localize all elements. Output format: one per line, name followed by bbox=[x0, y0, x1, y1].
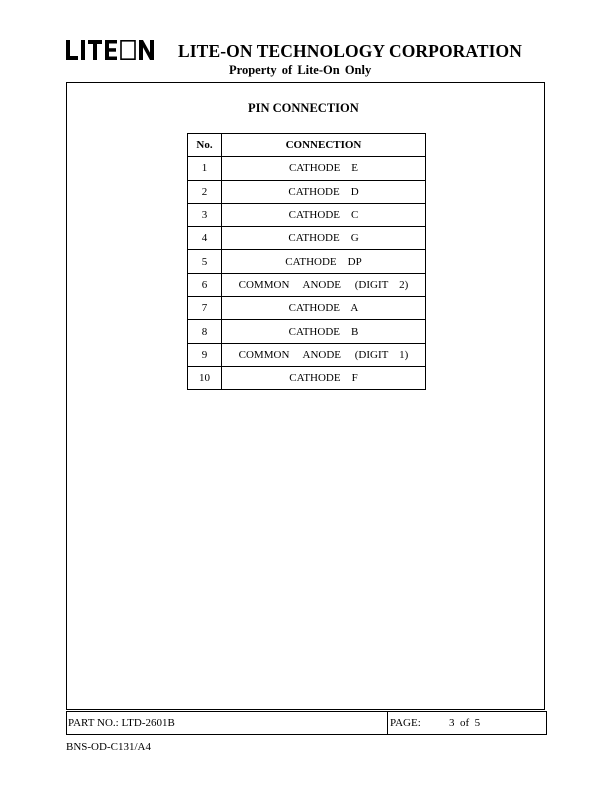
table-row bbox=[188, 203, 426, 226]
part-number: PART NO.: LTD-2601B bbox=[68, 717, 175, 729]
pin-number: 5 bbox=[188, 250, 222, 273]
pin-connection: CATHODE E bbox=[222, 157, 426, 180]
pin-connection: COMMON ANODE (DIGIT 2) bbox=[222, 273, 426, 296]
pin-number: 2 bbox=[188, 180, 222, 203]
section-title: PIN CONNECTION bbox=[248, 101, 359, 115]
pin-number: 4 bbox=[188, 227, 222, 250]
pin-number: 8 bbox=[188, 320, 222, 343]
table-header-row bbox=[188, 134, 426, 157]
table-row bbox=[188, 227, 426, 250]
column-header-no: No. bbox=[188, 134, 222, 157]
pin-connection: CATHODE A bbox=[222, 297, 426, 320]
page-number: 3 of 5 bbox=[449, 717, 481, 729]
property-notice: Property of Lite-On Only bbox=[229, 63, 372, 77]
pin-connection: CATHODE F bbox=[222, 366, 426, 389]
table-row bbox=[188, 250, 426, 273]
pin-number: 9 bbox=[188, 343, 222, 366]
table-row bbox=[188, 366, 426, 389]
liteon-logo bbox=[66, 40, 158, 60]
table-row bbox=[188, 180, 426, 203]
document-number: BNS-OD-C131/A4 bbox=[66, 741, 151, 753]
pin-connection-table bbox=[187, 133, 426, 390]
pin-connection: CATHODE G bbox=[222, 227, 426, 250]
table-row bbox=[188, 343, 426, 366]
pin-number: 6 bbox=[188, 273, 222, 296]
table-row bbox=[188, 320, 426, 343]
table-row bbox=[188, 297, 426, 320]
footer-bar bbox=[66, 711, 547, 735]
pin-number: 7 bbox=[188, 297, 222, 320]
pin-number: 10 bbox=[188, 366, 222, 389]
pin-connection: COMMON ANODE (DIGIT 1) bbox=[222, 343, 426, 366]
pin-connection: CATHODE D bbox=[222, 180, 426, 203]
pin-connection: CATHODE B bbox=[222, 320, 426, 343]
company-name: LITE-ON TECHNOLOGY CORPORATION bbox=[178, 41, 522, 61]
column-header-connection: CONNECTION bbox=[222, 134, 426, 157]
page-label: PAGE: bbox=[390, 717, 421, 729]
pin-number: 3 bbox=[188, 203, 222, 226]
pin-connection: CATHODE C bbox=[222, 203, 426, 226]
table-row bbox=[188, 273, 426, 296]
pin-connection: CATHODE DP bbox=[222, 250, 426, 273]
table-row bbox=[188, 157, 426, 180]
pin-number: 1 bbox=[188, 157, 222, 180]
footer-divider bbox=[387, 712, 388, 734]
